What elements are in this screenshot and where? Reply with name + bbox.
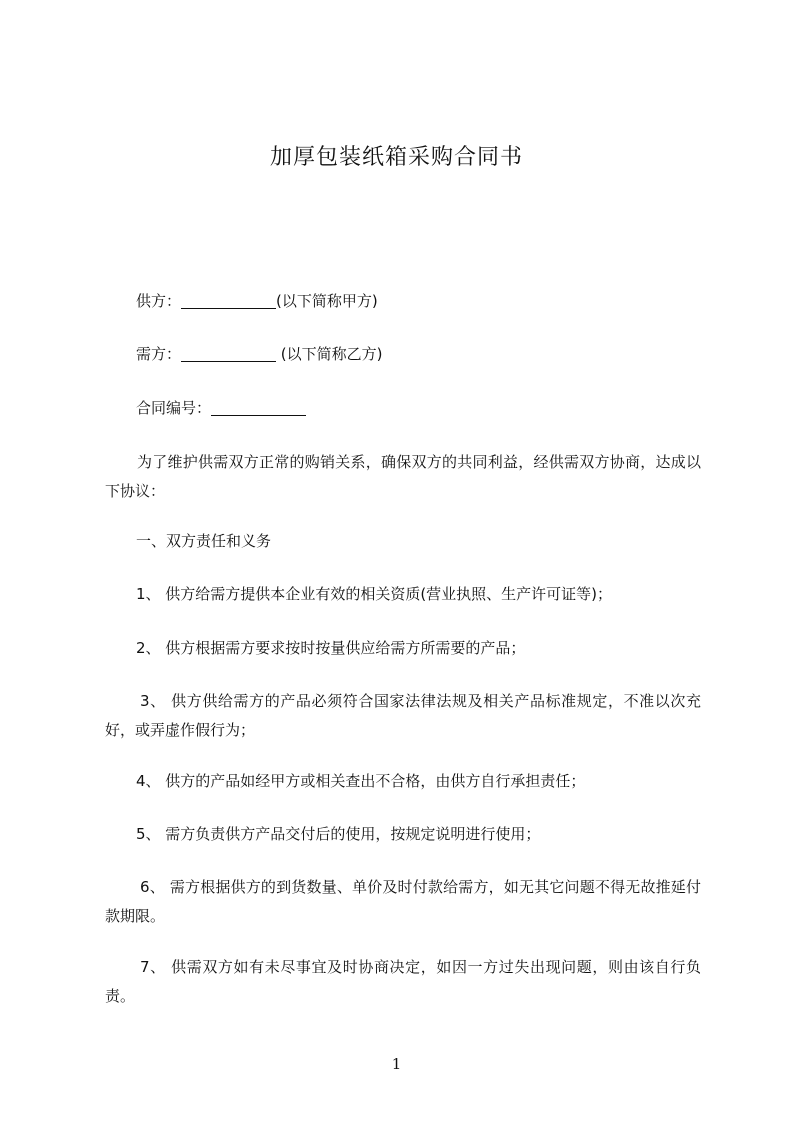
supplier-line bbox=[136, 287, 378, 316]
clause-3: 3、 供方供给需方的产品必须符合国家法律法规及相关产品标准规定，不准以次充好，或弄虚作假行为； bbox=[105, 692, 701, 739]
document-title: 加厚包装纸箱采购合同书 bbox=[269, 145, 523, 170]
clause-1: 1、 供方给需方提供本企业有效的相关资质(营业执照、生产许可证等)； bbox=[136, 585, 613, 603]
supplier-blank[interactable] bbox=[181, 292, 276, 309]
buyer-label: 需方： bbox=[136, 345, 182, 363]
clause-7: 7、 供需双方如有未尽事宜及时协商决定，如因一方过失出现问题，则由该自行负责。 bbox=[105, 958, 701, 1005]
buyer-note: (以下简称乙方) bbox=[276, 345, 383, 363]
page-number: 1 bbox=[391, 1055, 402, 1073]
section-heading: 一、双方责任和义务 bbox=[136, 532, 272, 550]
intro-paragraph: 为了维护供需双方正常的购销关系，确保双方的共同利益，经供需双方协商，达成以下协议： bbox=[105, 453, 701, 500]
supplier-note: (以下简称甲方) bbox=[276, 292, 378, 310]
contract-number-line bbox=[136, 394, 306, 423]
clause-6: 6、 需方根据供方的到货数量、单价及时付款给需方，如无其它问题不得无故推延付款期限。 bbox=[105, 878, 701, 925]
clause-5: 5、 需方负责供方产品交付后的使用，按规定说明进行使用； bbox=[136, 825, 541, 843]
contract-number-label: 合同编号： bbox=[136, 399, 212, 417]
buyer-line bbox=[136, 340, 383, 369]
clause-4: 4、 供方的产品如经甲方或相关查出不合格，由供方自行承担责任； bbox=[136, 772, 586, 790]
supplier-label: 供方： bbox=[136, 292, 182, 310]
clause-2: 2、 供方根据需方要求按时按量供应给需方所需要的产品； bbox=[136, 639, 526, 657]
buyer-blank[interactable] bbox=[181, 345, 276, 362]
contract-number-blank[interactable] bbox=[211, 399, 306, 416]
